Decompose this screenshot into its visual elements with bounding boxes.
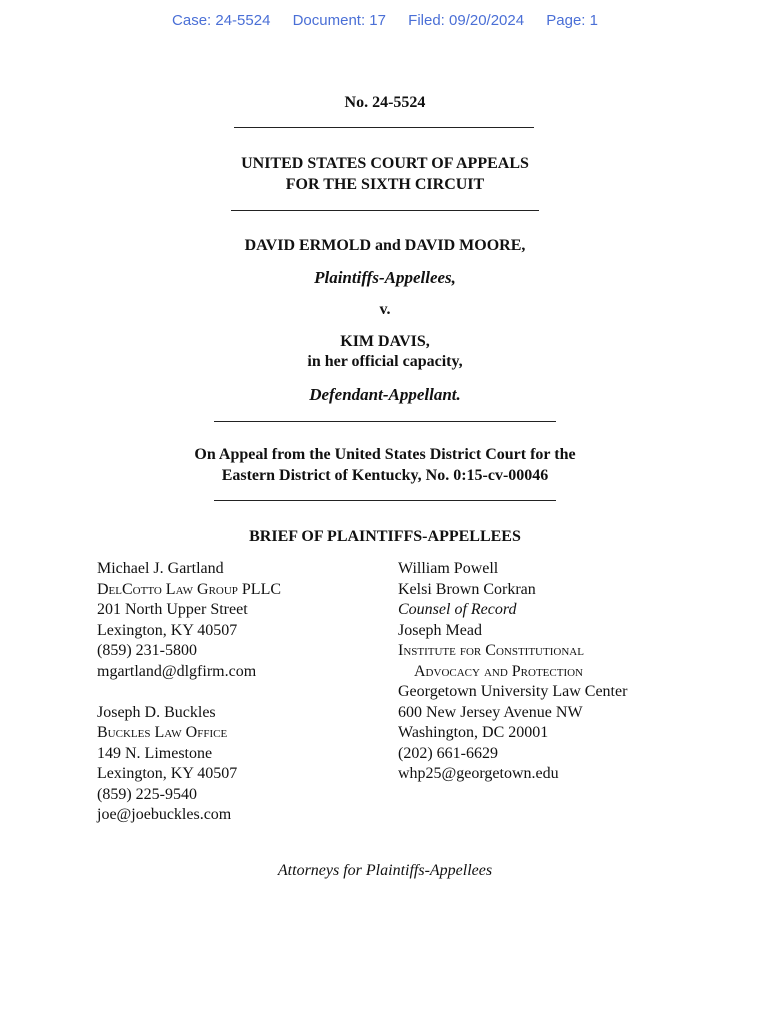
counsel-phone: (859) 225-9540 [97,785,197,803]
plaintiffs-role: Plaintiffs-Appellees, [314,268,456,287]
counsel-street: 201 North Upper Street [97,601,248,618]
left-counsel-block [97,559,281,826]
appeal-line2: Eastern District of Kentucky, No. 0:15-cv-00046 [221,467,549,484]
docket-number: No. 24-5524 [344,94,426,111]
counsel-email: joe@joebuckles.com [97,806,232,823]
divider [231,210,539,211]
stamp-document: Document: 17 [292,12,386,29]
counsel-name: Michael J. Gartland [97,560,224,577]
counsel-phone: (202) 661-6629 [398,744,498,762]
divider [214,421,556,422]
defendant-capacity: in her official capacity, [307,353,463,370]
counsel-email: mgartland@dlgfirm.com [97,662,257,680]
counsel-city: Washington, DC 20001 [398,724,549,741]
plaintiffs-names: DAVID ERMOLD and DAVID MOORE, [244,237,526,254]
counsel-role: Counsel of Record [398,601,517,618]
counsel-name: William Powell [398,560,499,577]
versus: v. [379,301,391,318]
counsel-email: whp25@georgetown.edu [398,765,559,782]
court-name-line2: FOR THE SIXTH CIRCUIT [285,176,485,193]
counsel-school: Georgetown University Law Center [398,683,628,700]
attorneys-designation: Attorneys for Plaintiffs-Appellees [277,862,493,879]
divider [234,127,534,128]
counsel-phone: (859) 231-5800 [97,642,197,659]
counsel-city: Lexington, KY 40507 [97,765,238,782]
counsel-street: 600 New Jersey Avenue NW [398,703,583,721]
counsel-firm: DelCotto Law Group PLLC [97,580,282,598]
spacer [97,682,281,703]
counsel-org-line1: Institute for Constitutional [398,642,584,659]
counsel-street: 149 N. Limestone [97,744,213,762]
counsel-name: Joseph D. Buckles [97,703,216,721]
counsel-name: Joseph Mead [398,621,482,639]
filing-stamp [0,12,770,29]
defendant-role: Defendant-Appellant. [309,385,461,404]
divider [214,500,556,501]
counsel-name: Kelsi Brown Corkran [398,580,536,598]
stamp-case: Case: 24-5524 [172,12,271,29]
counsel-firm: Buckles Law Office [97,724,228,741]
counsel-city: Lexington, KY 40507 [97,621,238,639]
defendant-name: KIM DAVIS, [340,333,430,350]
appeal-line1: On Appeal from the United States District Court for the [194,446,576,463]
stamp-filed: Filed: 09/20/2024 [408,12,525,29]
brief-title: BRIEF OF PLAINTIFFS-APPELLEES [249,528,521,545]
counsel-org-line2: Advocacy and Protection [414,662,584,680]
court-name-line1: UNITED STATES COURT OF APPEALS [241,155,529,172]
right-counsel-block [398,559,627,785]
stamp-page: Page: 1 [546,12,598,29]
